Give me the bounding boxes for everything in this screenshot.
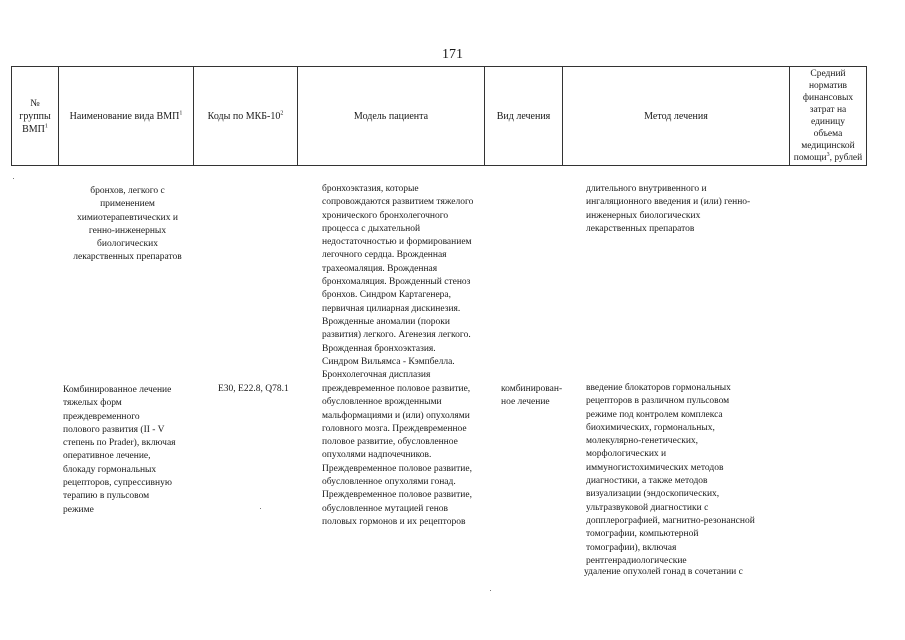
header-patient-model: Модель пациента [298, 67, 485, 166]
row2-icd-codes: E30, E22.8, Q78.1 [218, 384, 289, 394]
header-vmp-name: Наименование вида ВМП$^1$ [59, 67, 194, 166]
header-treatment-method: Метод лечения [563, 67, 790, 166]
row2-treatment-type: комбинирован- ное лечение [501, 384, 563, 408]
row2-patient-model: преждевременное половое развитие, обусловленное врожденными мальформациями и (или) опухолями головного мозга. Преждевременное половое развитие, обусловленное опухолями надпочечников. Преждевременное половое развитие, обусловленное опухолями гонад. Преждевременное половое развитие, обусловленное мутацией генов половых гормонов и их рецепторов [322, 384, 472, 527]
header-group-number: № группы ВМП$^1$ [12, 67, 59, 166]
scan-speck [13, 178, 14, 179]
header-treatment-type: Вид лечения [485, 67, 563, 166]
row2-vmp-name: Комбинированное лечение тяжелых форм преждевременного полового развития (II - V степень по Prader), включая оперативное лечение, блокаду гормональных рецепторов, супрессивную терапию в пульсовом режиме [63, 385, 176, 515]
row2-treatment-method-continued: удаление опухолей гонад в сочетании с [584, 567, 743, 577]
row1-patient-model: бронхоэктазия, которые сопровождаются развитием тяжелого хронического бронхолегочного процесса с дыхательной недостаточностью и формированием легочного сердца. Врожденная трахеомаляция. Врожденная бронхомаляция. Врожденный стеноз бронхов. Синдром Картагенера, первичная цилиарная дискинезия. Врожденные аномалии (пороки развития) легкого. Агенезия легкого. Врожденная бронхоэктазия. Синдром Вильямса - Кэмпбелла. Бронхолегочная дисплазия [322, 184, 474, 381]
table-header [11, 66, 867, 166]
header-average-cost: Средний норматив финансовых затрат на единицу объема медицинской помощи$^3$, рублей [790, 67, 867, 166]
scan-speck [490, 590, 491, 591]
header-icd-codes: Коды по МКБ-$10^2$ [194, 67, 298, 166]
row1-vmp-name: бронхов, легкого с применением химиотерапевтических и генно-инженерных биологических лекарственных препаратов [73, 186, 182, 263]
scan-speck [260, 508, 261, 509]
row1-treatment-method: длительного внутривенного и ингаляционного введения и (или) генно- инженерных биологических лекарственных препаратов [586, 184, 751, 234]
page-number: 171 [442, 47, 463, 62]
row2-treatment-method: введение блокаторов гормональных рецепторов в различном пульсовом режиме под контролем комплекса биохимических, гормональных, молекулярно-генетических, морфологических и иммуногистохимических методов диагностики, а также методов визуализации (эндоскопических, ультразвуковой диагностики с допплерографией, магнитно-резонансной томографии, компьютерной томографии), включая рентгенрадиологические [586, 383, 755, 566]
